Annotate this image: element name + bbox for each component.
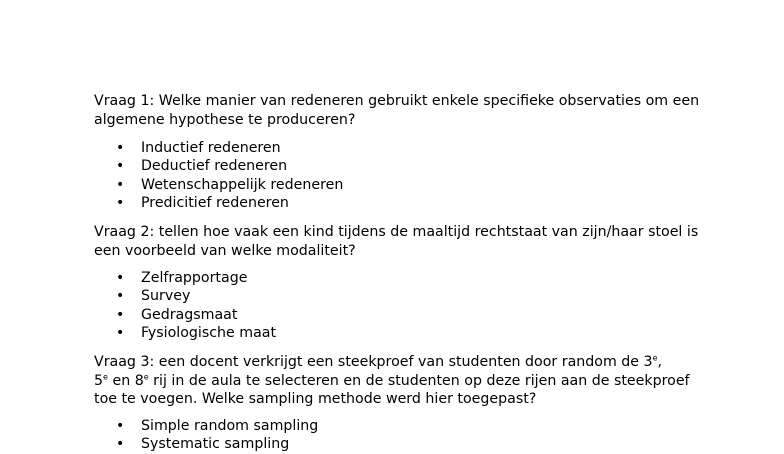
- question-3-options: [0, 417, 318, 454]
- list-item: [0, 176, 343, 194]
- list-item: [0, 435, 318, 453]
- question-1-options: [0, 139, 343, 213]
- question-1: Vraag 1: Welke manier van redeneren gebruikt enkele specifieke observaties om een algemene hypothese te produceren?: [94, 93, 700, 128]
- bullet-icon: •: [116, 158, 125, 175]
- bullet-icon: •: [116, 176, 125, 193]
- option-label: Wetenschappelijk redeneren: [141, 176, 344, 193]
- question-2: Vraag 2: tellen hoe vaak een kind tijdens de maaltijd rechtstaat van zijn/haar stoel is een voorbeeld van welke modaliteit?: [94, 224, 699, 259]
- list-item: [0, 194, 343, 212]
- question-3: Vraag 3: een docent verkrijgt een steekproef van studenten door random de 3e, 5e en 8e rij in de aula te selecteren en de studenten op deze rijen aan de steekproef toe te voegen. Welke sampling methode werd hier toegepast?: [94, 353, 690, 408]
- option-label: Survey: [141, 288, 191, 305]
- list-item: [0, 139, 343, 157]
- list-item: [0, 157, 343, 175]
- bullet-icon: •: [116, 270, 125, 286]
- option-label: Simple random sampling: [141, 418, 319, 434]
- list-item: [0, 324, 276, 342]
- option-label: Predicitief redeneren: [141, 195, 289, 212]
- option-label: Zelfrapportage: [141, 270, 248, 286]
- list-item: [0, 287, 276, 305]
- bullet-icon: •: [116, 306, 125, 323]
- bullet-icon: •: [116, 140, 125, 156]
- option-label: Fysiologische maat: [141, 325, 277, 342]
- list-item: [0, 417, 318, 435]
- bullet-icon: •: [116, 325, 125, 342]
- bullet-icon: •: [116, 436, 125, 453]
- bullet-icon: •: [116, 418, 125, 434]
- option-label: Deductief redeneren: [141, 158, 288, 175]
- list-item: [0, 306, 276, 324]
- bullet-icon: •: [116, 195, 125, 212]
- option-label: Systematic sampling: [141, 436, 290, 453]
- option-label: Inductief redeneren: [141, 140, 281, 156]
- question-2-options: [0, 269, 276, 343]
- option-label: Gedragsmaat: [141, 306, 238, 323]
- bullet-icon: •: [116, 288, 125, 305]
- list-item: [0, 269, 276, 287]
